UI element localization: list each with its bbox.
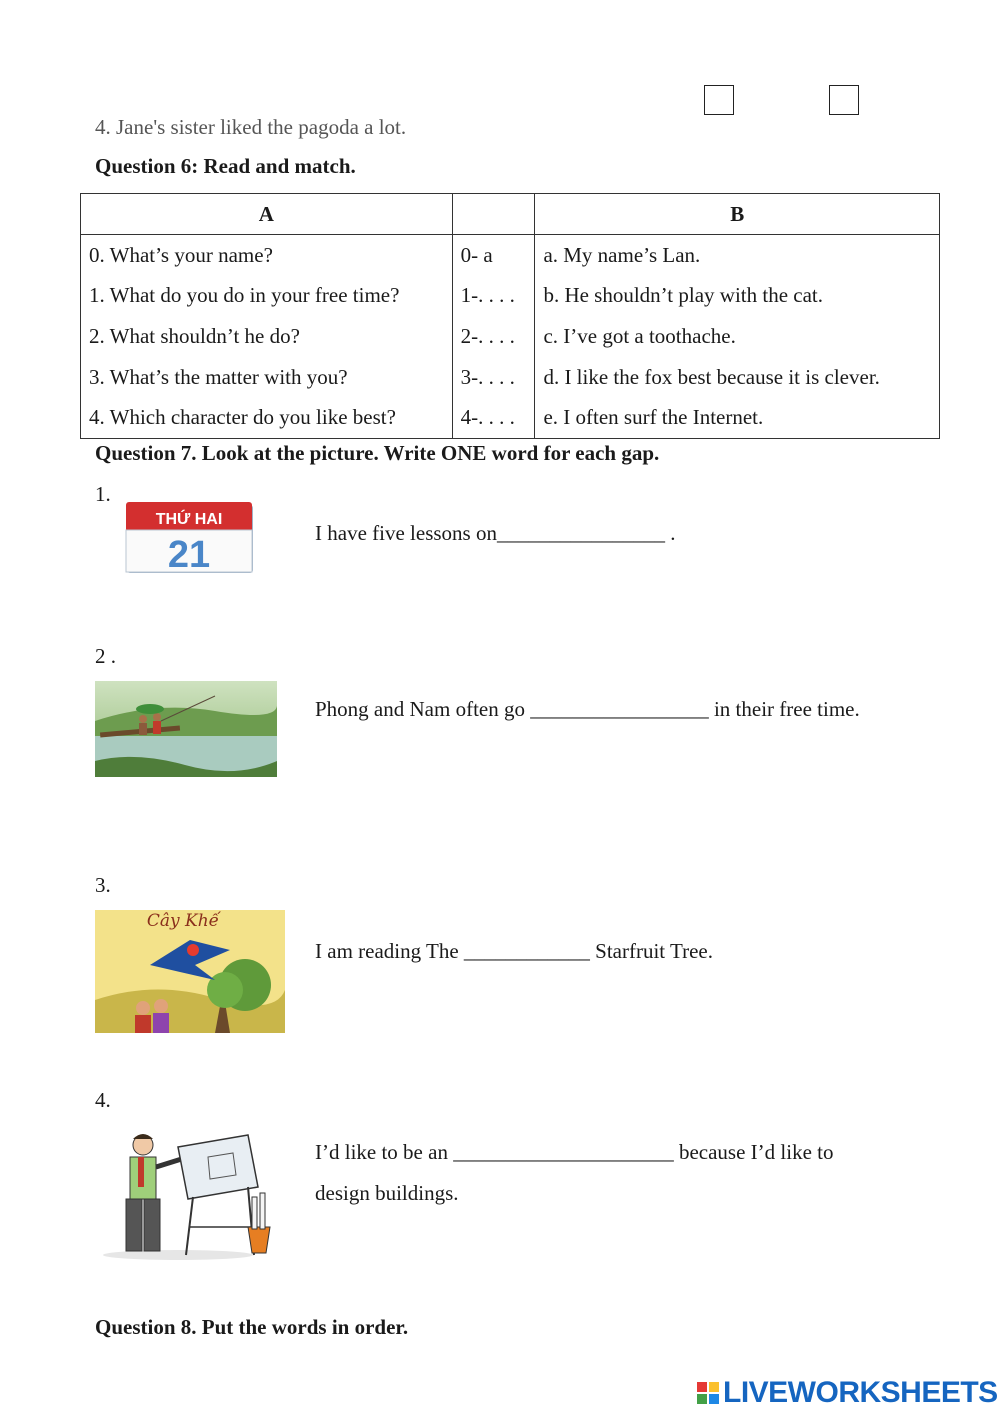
item-number: 1. [95,482,111,506]
false-checkbox[interactable] [829,85,859,115]
book-title: Cây Khế [146,911,220,931]
response-cell: b. He shouldn’t play with the cat. [535,276,940,317]
match-table [80,193,940,439]
q6-title: Question 6: Read and match. [95,154,356,178]
question-cell: 3. What’s the matter with you? [81,357,453,398]
item-4-sentence-line-1: I’d like to be an _____________________ because I’d like to [315,1140,834,1164]
item-number: 3. [95,873,111,897]
table-row [81,276,940,317]
answer-cell: 0- a [452,235,535,276]
response-cell: d. I like the fox best because it is clever. [535,357,940,398]
item-2-sentence: Phong and Nam often go _________________ in their free time. [315,697,860,721]
table-row [81,316,940,357]
response-cell: e. I often surf the Internet. [535,397,940,438]
true-checkbox[interactable] [704,85,734,115]
table-row [81,235,940,276]
table-row [81,397,940,438]
calendar-weekday: THỨ HAI [155,511,223,528]
calendar-day: 21 [167,534,211,576]
logo-text: LIVEWORKSHEETS [723,1376,998,1409]
q5-item-4: 4. Jane's sister liked the pagoda a lot. [95,115,407,139]
item-1-sentence: I have five lessons on________________ . [315,521,676,545]
starfruit-book-picture [95,910,285,1033]
item-number: 4. [95,1088,111,1112]
item-4-sentence-line-2: design buildings. [315,1181,459,1205]
column-b-header: B [535,194,940,235]
response-cell: c. I’ve got a toothache. [535,316,940,357]
answer-input[interactable]: 3-. . . . [452,357,535,398]
item-number: 2 . [95,644,116,668]
response-cell: a. My name’s Lan. [535,235,940,276]
question-cell: 4. Which character do you like best? [81,397,453,438]
question-cell: 2. What shouldn’t he do? [81,316,453,357]
answer-input[interactable]: 1-. . . . [452,276,535,317]
q7-title: Question 7. Look at the picture. Write ONE word for each gap. [95,441,660,465]
question-cell: 1. What do you do in your free time? [81,276,453,317]
item-3-sentence: I am reading The ____________ Starfruit Tree. [315,939,713,963]
table-row [81,357,940,398]
column-match-header [452,194,535,235]
calendar-picture [124,500,256,576]
fishing-picture [95,681,277,777]
logo-mark-icon [697,1382,719,1404]
q8-title: Question 8. Put the words in order. [95,1315,409,1339]
architect-picture [98,1127,280,1262]
answer-input[interactable]: 2-. . . . [452,316,535,357]
liveworksheets-logo [697,1378,998,1408]
answer-input[interactable]: 4-. . . . [452,397,535,438]
column-a-header: A [81,194,453,235]
question-cell: 0. What’s your name? [81,235,453,276]
